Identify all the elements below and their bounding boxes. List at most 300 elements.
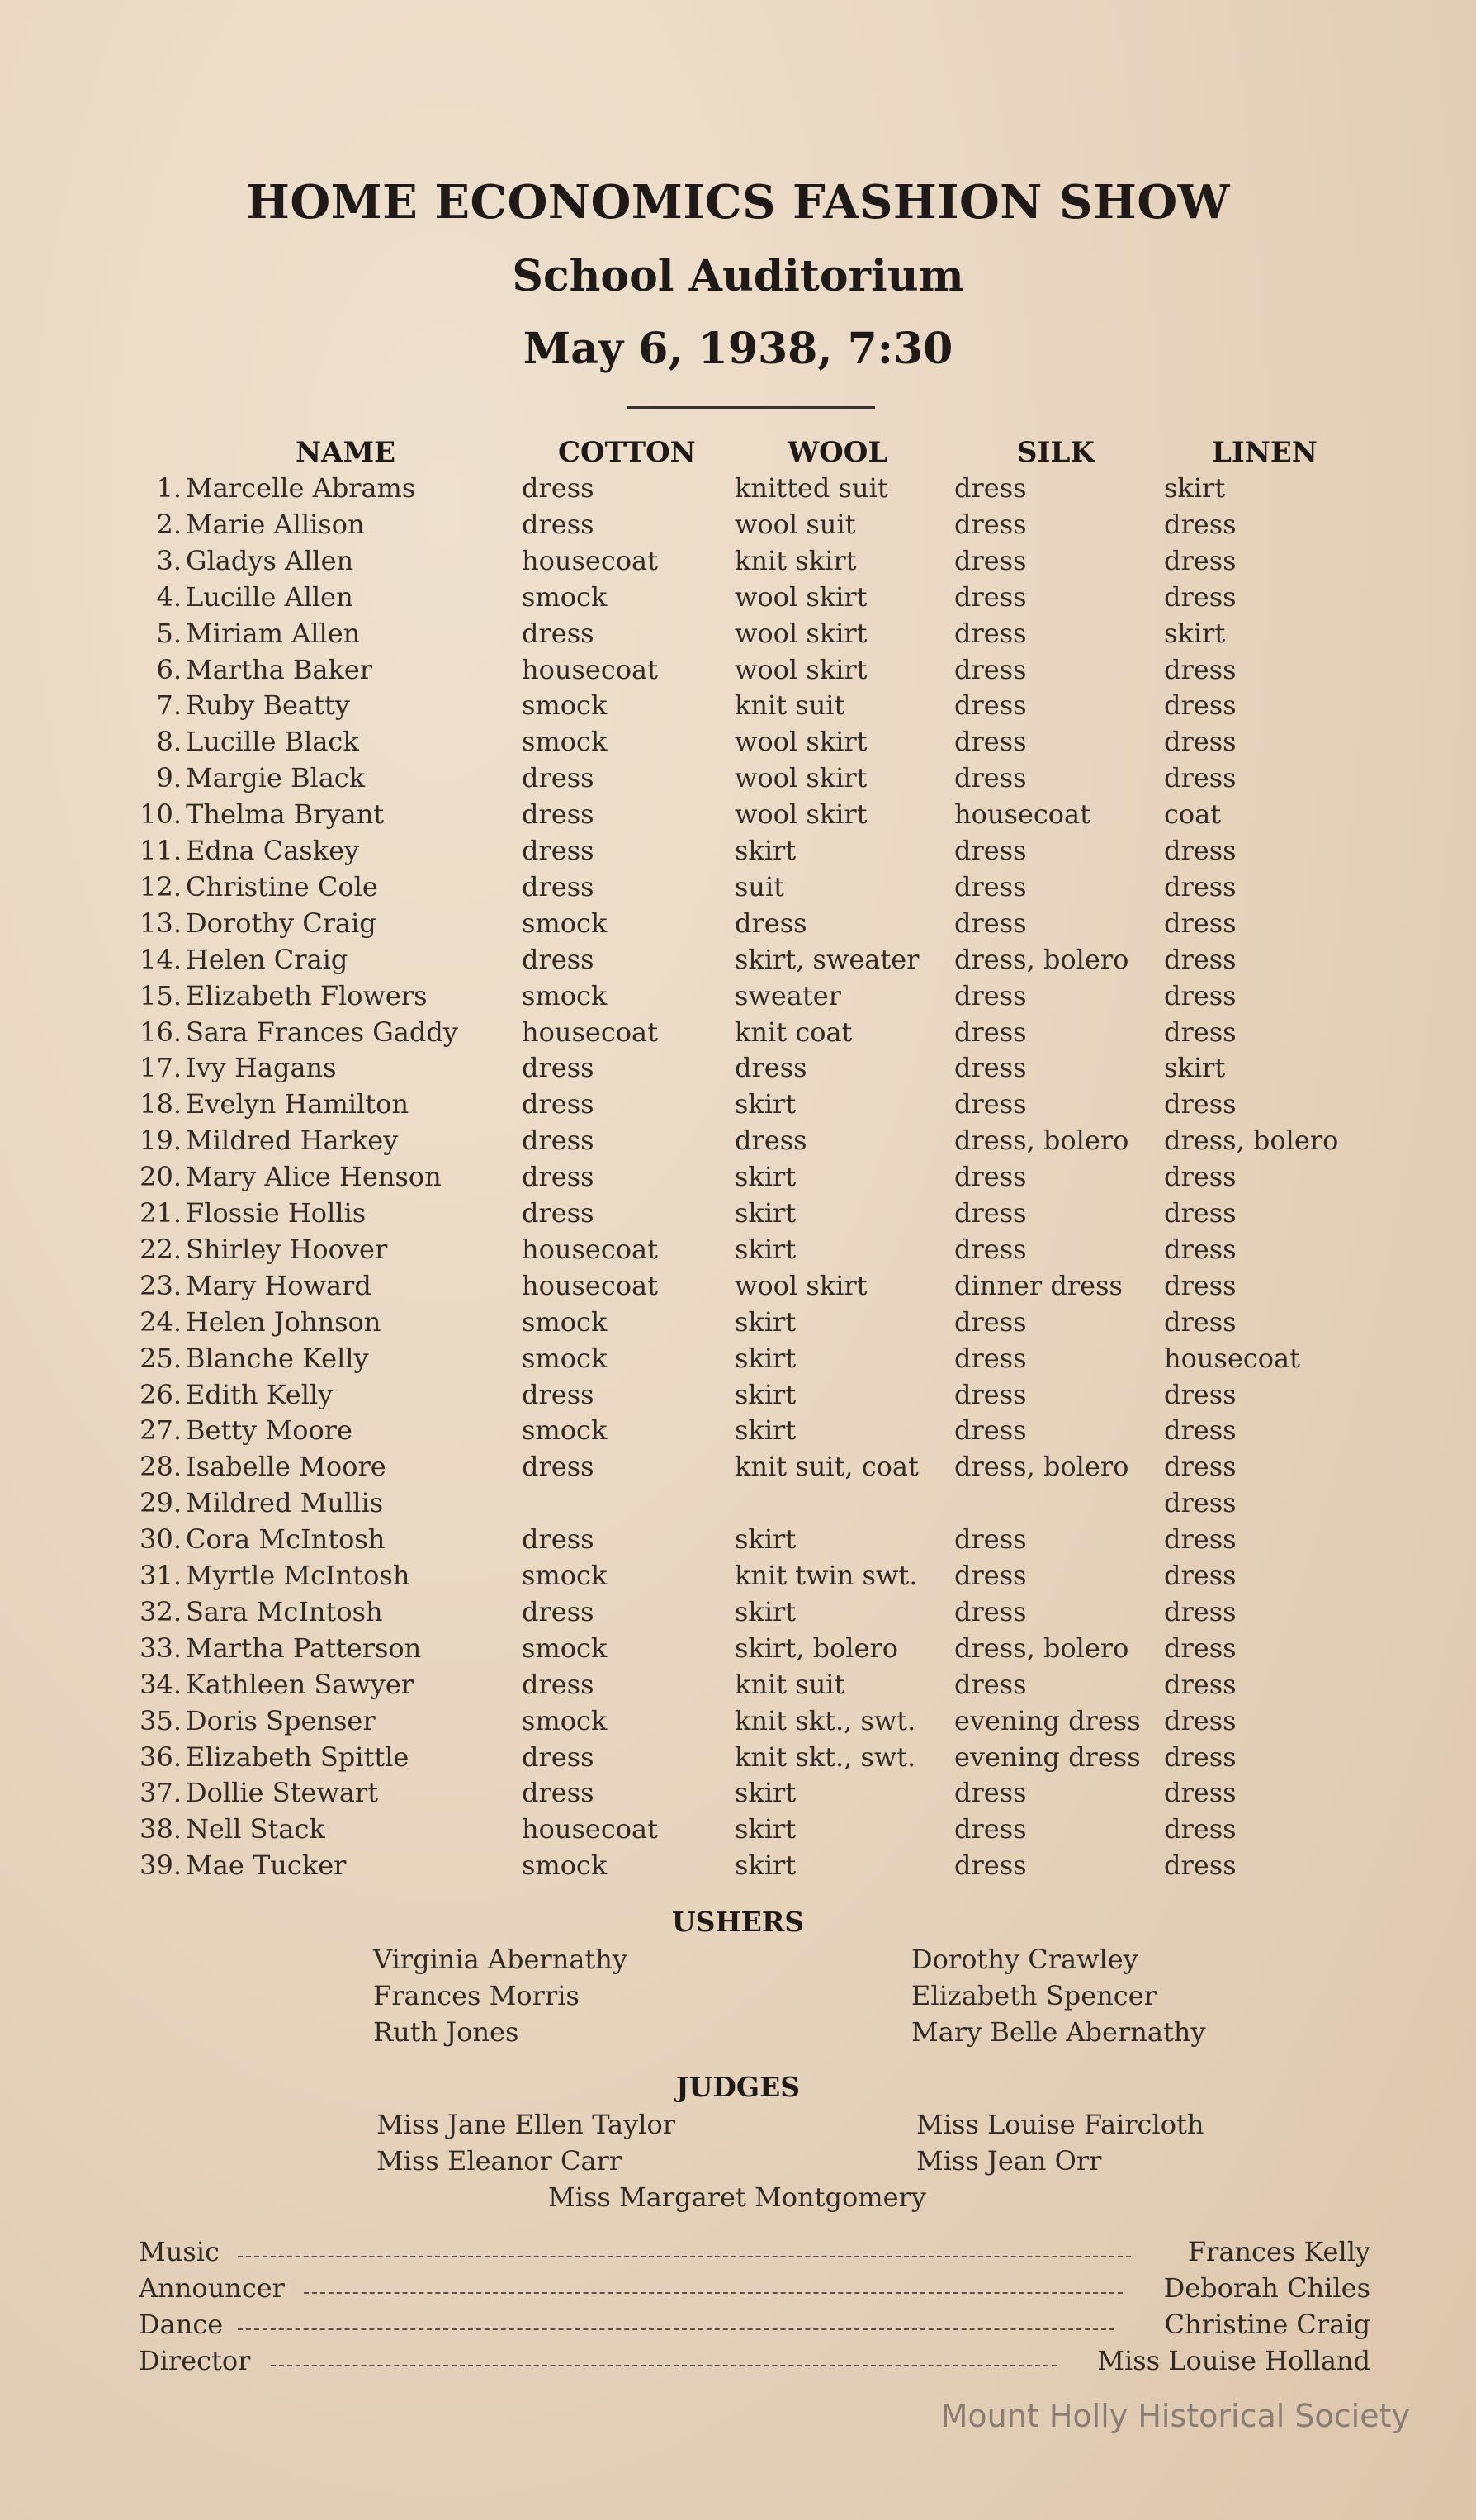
wool-item: skirt, sweater xyxy=(735,944,920,975)
credit-dance xyxy=(139,2309,1370,2345)
leader-dots xyxy=(238,2256,1131,2257)
table-row xyxy=(0,618,1476,654)
silk-item: dress xyxy=(954,1016,1027,1048)
cotton-item: dress xyxy=(522,472,594,504)
column-header-wool: WOOL xyxy=(788,436,888,469)
cotton-item: dress xyxy=(522,1052,594,1083)
linen-item: dress xyxy=(1164,1850,1237,1881)
cotton-item: smock xyxy=(522,1306,608,1338)
judges-heading: JUDGES xyxy=(675,2071,801,2103)
linen-item: dress xyxy=(1164,762,1237,793)
wool-item: wool skirt xyxy=(735,618,868,649)
row-number: 14. xyxy=(140,944,182,975)
silk-item: dress xyxy=(954,1052,1027,1083)
row-number: 13. xyxy=(140,907,182,939)
linen-item: dress xyxy=(1164,1705,1237,1736)
cotton-item: dress xyxy=(522,1161,594,1192)
participant-name: Kathleen Sawyer xyxy=(186,1669,414,1700)
wool-item: skirt xyxy=(735,1197,797,1229)
wool-item: knit skt., swt. xyxy=(735,1705,916,1736)
page-title: HOME ECONOMICS FASHION SHOW xyxy=(245,175,1230,230)
silk-item: dress xyxy=(954,1343,1027,1374)
silk-item: dress xyxy=(954,1813,1027,1845)
row-number: 35. xyxy=(140,1705,182,1736)
table-row xyxy=(0,1705,1476,1741)
event-date: May 6, 1938, 7:30 xyxy=(523,324,953,374)
table-row xyxy=(0,1850,1476,1886)
table-row xyxy=(0,1125,1476,1161)
participant-name: Ruby Beatty xyxy=(186,689,350,721)
table-row xyxy=(0,1451,1476,1487)
table-row xyxy=(0,871,1476,907)
wool-item: skirt xyxy=(735,835,797,866)
silk-item: dress xyxy=(954,1523,1027,1555)
leader-dots xyxy=(271,2365,1057,2366)
row-number: 20. xyxy=(140,1161,182,1192)
participant-name: Martha Baker xyxy=(186,654,373,685)
linen-item: skirt xyxy=(1164,618,1226,649)
usher-name: Elizabeth Spencer xyxy=(911,1980,1157,2011)
cotton-item: dress xyxy=(522,1088,594,1120)
usher-name: Mary Belle Abernathy xyxy=(911,2016,1206,2048)
leader-dots xyxy=(238,2328,1114,2330)
participant-name: Marie Allison xyxy=(186,509,365,540)
table-row xyxy=(0,581,1476,618)
row-number: 38. xyxy=(140,1813,182,1845)
row-number: 25. xyxy=(140,1343,182,1374)
table-row xyxy=(0,1777,1476,1813)
silk-item: dress xyxy=(954,1379,1027,1410)
row-number: 5. xyxy=(156,618,182,649)
row-number: 24. xyxy=(140,1306,182,1338)
linen-item: dress xyxy=(1164,1379,1237,1410)
cotton-item: dress xyxy=(522,618,594,649)
participant-name: Helen Craig xyxy=(186,944,348,975)
wool-item: wool skirt xyxy=(735,798,868,830)
silk-item: dress xyxy=(954,1560,1027,1591)
silk-item: dress xyxy=(954,1088,1027,1120)
row-number: 6. xyxy=(156,654,182,685)
cotton-item: smock xyxy=(522,689,608,721)
cotton-item: housecoat xyxy=(522,1016,658,1048)
table-row xyxy=(0,654,1476,690)
divider xyxy=(627,406,875,409)
wool-item: knit suit xyxy=(735,1669,845,1700)
linen-item: dress xyxy=(1164,1669,1237,1700)
wool-item: wool skirt xyxy=(735,726,868,757)
cotton-item: dress xyxy=(522,798,594,830)
wool-item: knit suit xyxy=(735,689,845,721)
linen-item: dress xyxy=(1164,1451,1237,1482)
silk-item: dress xyxy=(954,472,1027,504)
cotton-item: smock xyxy=(522,980,608,1011)
table-row xyxy=(0,1813,1476,1850)
linen-item: dress xyxy=(1164,1197,1237,1229)
linen-item: dress xyxy=(1164,1523,1237,1555)
linen-item: dress xyxy=(1164,1088,1237,1120)
row-number: 32. xyxy=(140,1596,182,1627)
table-row xyxy=(0,1016,1476,1053)
wool-item: knit coat xyxy=(735,1016,853,1048)
row-number: 8. xyxy=(156,726,182,757)
linen-item: dress xyxy=(1164,907,1237,939)
silk-item: dress xyxy=(954,1414,1027,1446)
row-number: 10. xyxy=(140,798,182,830)
linen-item: dress xyxy=(1164,1777,1237,1808)
participant-name: Mildred Harkey xyxy=(186,1125,399,1156)
participant-name: Evelyn Hamilton xyxy=(186,1088,409,1120)
linen-item: dress xyxy=(1164,1161,1237,1192)
cotton-item: smock xyxy=(522,1414,608,1446)
wool-item: wool skirt xyxy=(735,1270,868,1301)
table-row xyxy=(0,1306,1476,1343)
silk-item: dress, bolero xyxy=(954,1125,1129,1156)
wool-item: skirt xyxy=(735,1777,797,1808)
cotton-item: smock xyxy=(522,1705,608,1736)
credit-person: Christine Craig xyxy=(1164,2309,1370,2340)
silk-item: dinner dress xyxy=(954,1270,1123,1301)
table-row xyxy=(0,835,1476,871)
row-number: 34. xyxy=(140,1669,182,1700)
table-row xyxy=(0,509,1476,545)
row-number: 19. xyxy=(140,1125,182,1156)
cotton-item: dress xyxy=(522,509,594,540)
table-row xyxy=(0,1523,1476,1560)
credit-person: Frances Kelly xyxy=(1187,2236,1370,2267)
wool-item: skirt xyxy=(735,1379,797,1410)
silk-item: dress xyxy=(954,907,1027,939)
table-row xyxy=(0,762,1476,798)
row-number: 17. xyxy=(140,1052,182,1083)
linen-item: dress xyxy=(1164,654,1237,685)
table-row xyxy=(0,1197,1476,1234)
silk-item: dress xyxy=(954,726,1027,757)
linen-item: dress xyxy=(1164,581,1237,613)
row-number: 33. xyxy=(140,1632,182,1664)
cotton-item: dress xyxy=(522,944,594,975)
participant-name: Doris Spenser xyxy=(186,1705,376,1736)
cotton-item: dress xyxy=(522,1197,594,1229)
silk-item: evening dress xyxy=(954,1741,1141,1773)
participant-name: Cora McIntosh xyxy=(186,1523,386,1555)
cotton-item: smock xyxy=(522,907,608,939)
cotton-item: smock xyxy=(522,1632,608,1664)
usher-name: Virginia Abernathy xyxy=(373,1944,627,1975)
linen-item: dress xyxy=(1164,1813,1237,1845)
wool-item: skirt xyxy=(735,1523,797,1555)
wool-item: knit skt., swt. xyxy=(735,1741,916,1773)
silk-item: dress xyxy=(954,545,1027,576)
participant-name: Sara Frances Gaddy xyxy=(186,1016,458,1048)
wool-item: knit twin swt. xyxy=(735,1560,918,1591)
linen-item: dress, bolero xyxy=(1164,1125,1339,1156)
table-row xyxy=(0,907,1476,944)
silk-item: dress xyxy=(954,762,1027,793)
linen-item: dress xyxy=(1164,1016,1237,1048)
table-row xyxy=(0,944,1476,980)
cotton-item: dress xyxy=(522,871,594,902)
usher-name: Ruth Jones xyxy=(373,2016,519,2048)
ushers-heading: USHERS xyxy=(671,1906,805,1938)
participant-name: Mae Tucker xyxy=(186,1850,347,1881)
cotton-item: dress xyxy=(522,1379,594,1410)
linen-item: dress xyxy=(1164,689,1237,721)
silk-item: evening dress xyxy=(954,1705,1141,1736)
wool-item: dress xyxy=(735,907,807,939)
wool-item: suit xyxy=(735,871,785,902)
silk-item: dress xyxy=(954,1777,1027,1808)
silk-item: dress, bolero xyxy=(954,944,1129,975)
linen-item: dress xyxy=(1164,944,1237,975)
row-number: 23. xyxy=(140,1270,182,1301)
table-row xyxy=(0,1487,1476,1523)
linen-item: dress xyxy=(1164,726,1237,757)
silk-item: dress xyxy=(954,1197,1027,1229)
row-number: 15. xyxy=(140,980,182,1011)
participant-name: Christine Cole xyxy=(186,871,378,902)
participant-name: Myrtle McIntosh xyxy=(186,1560,410,1591)
row-number: 29. xyxy=(140,1487,182,1518)
silk-item: dress, bolero xyxy=(954,1632,1129,1664)
cotton-item: housecoat xyxy=(522,1270,658,1301)
participant-name: Elizabeth Flowers xyxy=(186,980,428,1011)
linen-item: dress xyxy=(1164,980,1237,1011)
row-number: 21. xyxy=(140,1197,182,1229)
silk-item: dress xyxy=(954,980,1027,1011)
wool-item: skirt xyxy=(735,1234,797,1265)
silk-item: dress xyxy=(954,835,1027,866)
linen-item: dress xyxy=(1164,1560,1237,1591)
table-row xyxy=(0,1560,1476,1596)
wool-item: dress xyxy=(735,1125,807,1156)
row-number: 26. xyxy=(140,1379,182,1410)
credit-role: Director xyxy=(139,2345,251,2376)
row-number: 2. xyxy=(156,509,182,540)
judge-name: Miss Jane Ellen Taylor xyxy=(376,2109,675,2140)
table-row xyxy=(0,798,1476,835)
credit-person: Miss Louise Holland xyxy=(1097,2345,1370,2376)
participant-name: Lucille Allen xyxy=(186,581,353,613)
silk-item: dress xyxy=(954,1669,1027,1700)
linen-item: dress xyxy=(1164,1234,1237,1265)
wool-item: wool skirt xyxy=(735,581,868,613)
linen-item: dress xyxy=(1164,1596,1237,1627)
table-row xyxy=(0,1234,1476,1270)
wool-item: wool skirt xyxy=(735,654,868,685)
wool-item: skirt xyxy=(735,1161,797,1192)
judge-name: Miss Louise Faircloth xyxy=(916,2109,1204,2140)
silk-item: dress xyxy=(954,1596,1027,1627)
credit-director xyxy=(139,2345,1370,2381)
credit-person: Deborah Chiles xyxy=(1163,2272,1370,2304)
participant-name: Thelma Bryant xyxy=(186,798,385,830)
silk-item: dress xyxy=(954,509,1027,540)
linen-item: dress xyxy=(1164,1487,1237,1518)
linen-item: dress xyxy=(1164,835,1237,866)
row-number: 16. xyxy=(140,1016,182,1048)
silk-item: dress xyxy=(954,1234,1027,1265)
row-number: 7. xyxy=(156,689,182,721)
linen-item: dress xyxy=(1164,1306,1237,1338)
table-row xyxy=(0,1343,1476,1379)
cotton-item: smock xyxy=(522,581,608,613)
table-row xyxy=(0,689,1476,726)
participant-name: Marcelle Abrams xyxy=(186,472,416,504)
participant-name: Nell Stack xyxy=(186,1813,325,1845)
row-number: 31. xyxy=(140,1560,182,1591)
table-row xyxy=(0,1669,1476,1705)
wool-item: knitted suit xyxy=(735,472,888,504)
silk-item: dress xyxy=(954,1306,1027,1338)
row-number: 36. xyxy=(140,1741,182,1773)
table-row xyxy=(0,1379,1476,1415)
participant-name: Martha Patterson xyxy=(186,1632,422,1664)
wool-item: skirt xyxy=(735,1343,797,1374)
table-row xyxy=(0,1270,1476,1306)
cotton-item: housecoat xyxy=(522,1234,658,1265)
leader-dots xyxy=(304,2292,1123,2294)
cotton-item: dress xyxy=(522,835,594,866)
row-number: 18. xyxy=(140,1088,182,1120)
participant-name: Mary Howard xyxy=(186,1270,371,1301)
cotton-item: smock xyxy=(522,1343,608,1374)
participant-name: Sara McIntosh xyxy=(186,1596,383,1627)
wool-item: skirt xyxy=(735,1850,797,1881)
silk-item: dress xyxy=(954,654,1027,685)
participant-name: Isabelle Moore xyxy=(186,1451,386,1482)
wool-item: knit suit, coat xyxy=(735,1451,919,1482)
column-header-cotton: COTTON xyxy=(558,436,696,469)
wool-item: skirt xyxy=(735,1306,797,1338)
participant-name: Shirley Hoover xyxy=(186,1234,388,1265)
cotton-item: dress xyxy=(522,1777,594,1808)
cotton-item: housecoat xyxy=(522,1813,658,1845)
cotton-item: dress xyxy=(522,762,594,793)
table-row xyxy=(0,1741,1476,1778)
participant-name: Blanche Kelly xyxy=(186,1343,369,1374)
cotton-item: smock xyxy=(522,726,608,757)
cotton-item: smock xyxy=(522,1850,608,1881)
row-number: 39. xyxy=(140,1850,182,1881)
wool-item: skirt, bolero xyxy=(735,1632,899,1664)
column-header-linen: LINEN xyxy=(1212,436,1318,469)
wool-item: wool skirt xyxy=(735,762,868,793)
table-row xyxy=(0,545,1476,581)
cotton-item: dress xyxy=(522,1125,594,1156)
table-row xyxy=(0,1052,1476,1088)
linen-item: dress xyxy=(1164,871,1237,902)
wool-item: dress xyxy=(735,1052,807,1083)
cotton-item: dress xyxy=(522,1451,594,1482)
row-number: 3. xyxy=(156,545,182,576)
participant-name: Elizabeth Spittle xyxy=(186,1741,409,1773)
silk-item: housecoat xyxy=(954,798,1090,830)
participant-name: Ivy Hagans xyxy=(186,1052,337,1083)
cotton-item: dress xyxy=(522,1523,594,1555)
linen-item: dress xyxy=(1164,509,1237,540)
participant-name: Betty Moore xyxy=(186,1414,352,1446)
participant-name: Flossie Hollis xyxy=(186,1197,367,1229)
cotton-item: dress xyxy=(522,1596,594,1627)
participant-name: Edith Kelly xyxy=(186,1379,334,1410)
row-number: 9. xyxy=(156,762,182,793)
silk-item: dress xyxy=(954,581,1027,613)
row-number: 22. xyxy=(140,1234,182,1265)
linen-item: dress xyxy=(1164,1741,1237,1773)
table-row xyxy=(0,726,1476,762)
table-row xyxy=(0,1088,1476,1125)
silk-item: dress xyxy=(954,689,1027,721)
wool-item: skirt xyxy=(735,1088,797,1120)
row-number: 27. xyxy=(140,1414,182,1446)
participant-name: Margie Black xyxy=(186,762,366,793)
cotton-item: housecoat xyxy=(522,654,658,685)
usher-name: Frances Morris xyxy=(373,1980,580,2011)
linen-item: dress xyxy=(1164,1270,1237,1301)
silk-item: dress xyxy=(954,1850,1027,1881)
silk-item: dress xyxy=(954,1161,1027,1192)
participant-name: Dollie Stewart xyxy=(186,1777,379,1808)
linen-item: dress xyxy=(1164,1414,1237,1446)
judge-name: Miss Margaret Montgomery xyxy=(548,2181,926,2213)
credit-announcer xyxy=(139,2272,1370,2309)
row-number: 28. xyxy=(140,1451,182,1482)
participant-name: Dorothy Craig xyxy=(186,907,376,939)
participant-name: Edna Caskey xyxy=(186,835,360,866)
row-number: 12. xyxy=(140,871,182,902)
table-row xyxy=(0,1632,1476,1669)
silk-item: dress xyxy=(954,618,1027,649)
row-number: 37. xyxy=(140,1777,182,1808)
participant-name: Miriam Allen xyxy=(186,618,361,649)
cotton-item: smock xyxy=(522,1560,608,1591)
credit-music xyxy=(139,2236,1370,2272)
cotton-item: dress xyxy=(522,1669,594,1700)
column-header-name: NAME xyxy=(296,436,396,469)
row-number: 30. xyxy=(140,1523,182,1555)
participant-name: Gladys Allen xyxy=(186,545,354,576)
participant-name: Mildred Mullis xyxy=(186,1487,384,1518)
wool-item: skirt xyxy=(735,1414,797,1446)
judge-name: Miss Jean Orr xyxy=(916,2145,1102,2177)
participant-name: Helen Johnson xyxy=(186,1306,381,1338)
linen-item: dress xyxy=(1164,545,1237,576)
row-number: 4. xyxy=(156,581,182,613)
row-number: 1. xyxy=(156,472,182,504)
credit-role: Music xyxy=(139,2236,220,2267)
linen-item: skirt xyxy=(1164,472,1226,504)
wool-item: skirt xyxy=(735,1813,797,1845)
row-number: 11. xyxy=(140,835,182,866)
table-row xyxy=(0,1161,1476,1197)
table-row xyxy=(0,1414,1476,1451)
usher-name: Dorothy Crawley xyxy=(911,1944,1138,1975)
table-row xyxy=(0,472,1476,509)
participant-name: Mary Alice Henson xyxy=(186,1161,442,1192)
participant-name: Lucille Black xyxy=(186,726,359,757)
column-header-silk: SILK xyxy=(1017,436,1095,469)
wool-item: knit skirt xyxy=(735,545,857,576)
wool-item: skirt xyxy=(735,1596,797,1627)
silk-item: dress xyxy=(954,871,1027,902)
table-row xyxy=(0,1596,1476,1632)
credit-role: Announcer xyxy=(139,2272,285,2304)
linen-item: housecoat xyxy=(1164,1343,1300,1374)
table-row xyxy=(0,980,1476,1016)
judge-name: Miss Eleanor Carr xyxy=(376,2145,622,2177)
wool-item: wool suit xyxy=(735,509,856,540)
wool-item: sweater xyxy=(735,980,841,1011)
